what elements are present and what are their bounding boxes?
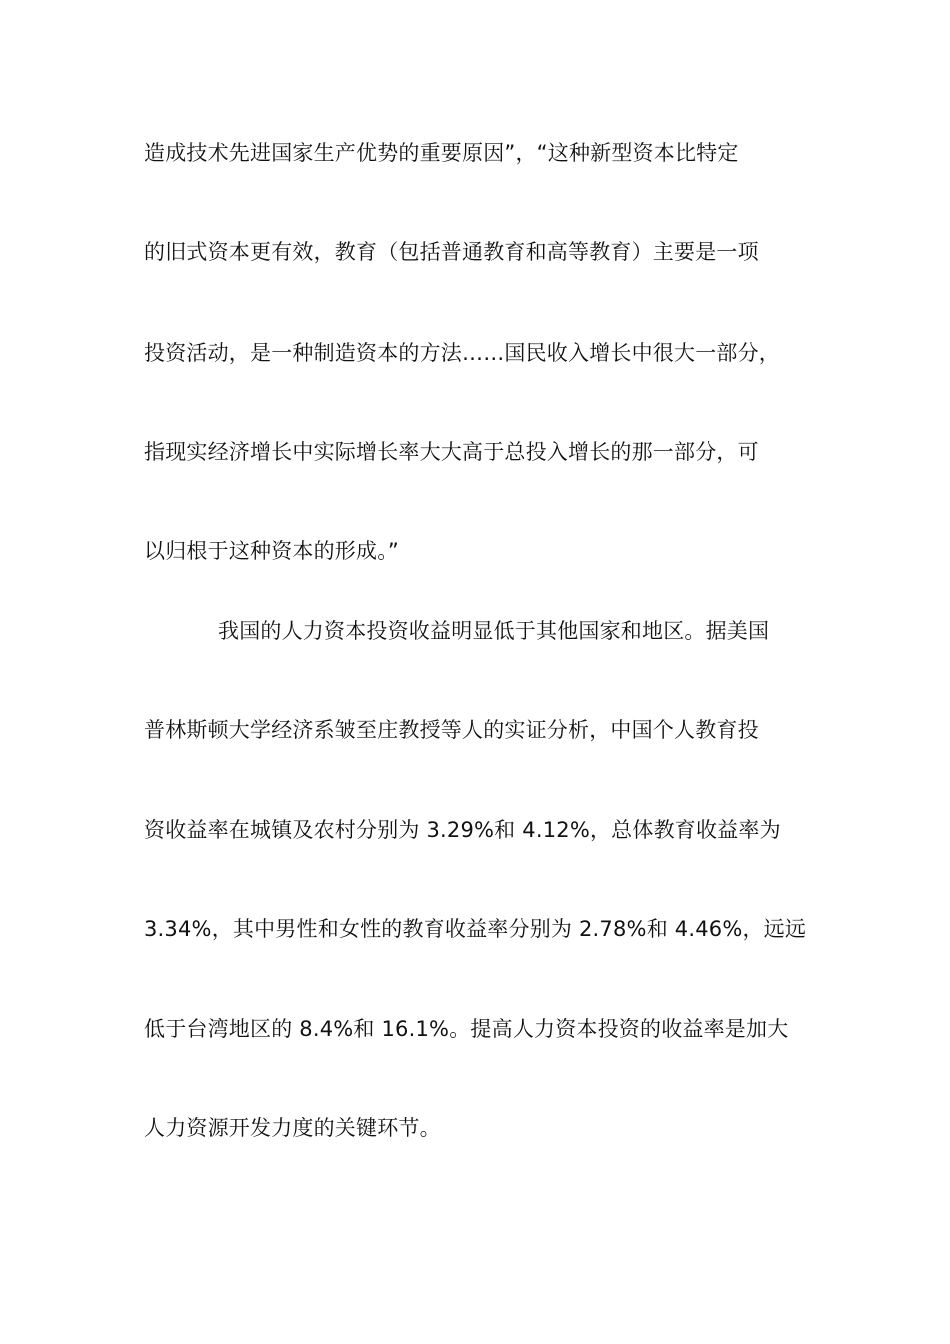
- text-line-7: 普林斯顿大学经济系皱至庄教授等人的实证分析，中国个人教育投: [144, 718, 759, 742]
- text-line-1: 造成技术先进国家生产优势的重要原因”，“这种新型资本比特定: [144, 141, 739, 165]
- text-line-9: 3.34%，其中男性和女性的教育收益率分别为 2.78%和 4.46%，远远: [144, 917, 807, 941]
- text-line-5: 以归根于这种资本的形成。”: [144, 539, 399, 563]
- text-line-10: 低于台湾地区的 8.4%和 16.1%。提高人力资本投资的收益率是加大: [144, 1017, 789, 1041]
- text-line-2: 的旧式资本更有效，教育（包括普通教育和高等教育）主要是一项: [144, 240, 759, 264]
- text-line-8: 资收益率在城镇及农村分别为 3.29%和 4.12%，总体教育收益率为: [144, 818, 781, 842]
- text-line-11: 人力资源开发力度的关键环节。: [144, 1116, 441, 1140]
- text-line-6-paragraph-start: 我国的人力资本投资收益明显低于其他国家和地区。据美国: [218, 619, 770, 643]
- text-line-4: 指现实经济增长中实际增长率大大高于总投入增长的那一部分，可: [144, 440, 759, 464]
- text-line-3: 投资活动，是一种制造资本的方法……国民收入增长中很大一部分，: [144, 341, 780, 365]
